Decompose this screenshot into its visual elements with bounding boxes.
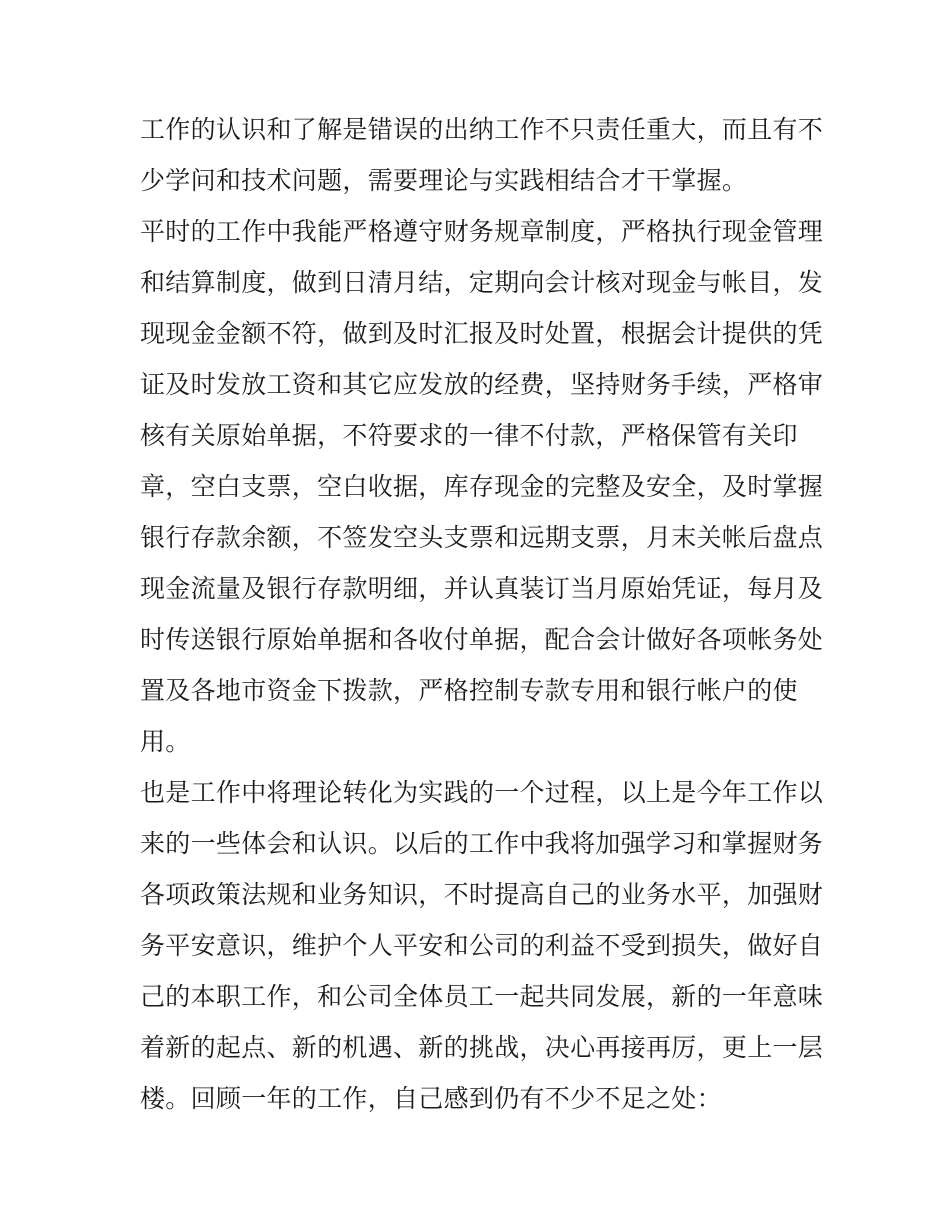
body-text [140,104,824,1124]
text-line: 己的本职工作，和公司全体员工一起共同发展，新的一年意味 [140,982,824,1011]
text-line: 务平安意识，维护个人平安和公司的利益不受到损失，做好自 [140,931,824,960]
text-line: 银行存款余额，不签发空头支票和远期支票，月末关帐后盘点 [140,523,824,552]
text-line: 用。 [140,727,191,756]
text-line: 核有关原始单据，不符要求的一律不付款，严格保管有关印 [140,421,798,450]
text-line: 着新的起点、新的机遇、新的挑战，决心再接再厉，更上一层 [140,1033,824,1062]
text-line: 来的一些体会和认识。以后的工作中我将加强学习和掌握财务 [140,829,824,858]
text-line: 平时的工作中我能严格遵守财务规章制度，严格执行现金管理 [140,217,824,246]
text-line: 少学问和技术问题，需要理论与实践相结合才干掌握。 [140,166,748,195]
text-line: 各项政策法规和业务知识，不时提高自己的业务水平，加强财 [140,880,824,909]
text-line: 和结算制度，做到日清月结，定期向会计核对现金与帐目，发 [140,268,824,297]
text-line: 也是工作中将理论转化为实践的一个过程，以上是今年工作以 [140,778,824,807]
text-line: 时传送银行原始单据和各收付单据，配合会计做好各项帐务处 [140,625,824,654]
text-line: 置及各地市资金下拨款，严格控制专款专用和银行帐户的使 [140,676,798,705]
text-line: 章，空白支票，空白收据，库存现金的完整及安全，及时掌握 [140,472,824,501]
text-line: 现现金金额不符，做到及时汇报及时处置，根据会计提供的凭 [140,319,824,348]
text-line: 现金流量及银行存款明细，并认真装订当月原始凭证，每月及 [140,574,824,603]
text-line: 证及时发放工资和其它应发放的经费，坚持财务手续，严格审 [140,370,824,399]
text-line: 楼。回顾一年的工作，自己感到仍有不少不足之处： [140,1084,722,1113]
text-line: 工作的认识和了解是错误的出纳工作不只责任重大，而且有不 [140,115,824,144]
